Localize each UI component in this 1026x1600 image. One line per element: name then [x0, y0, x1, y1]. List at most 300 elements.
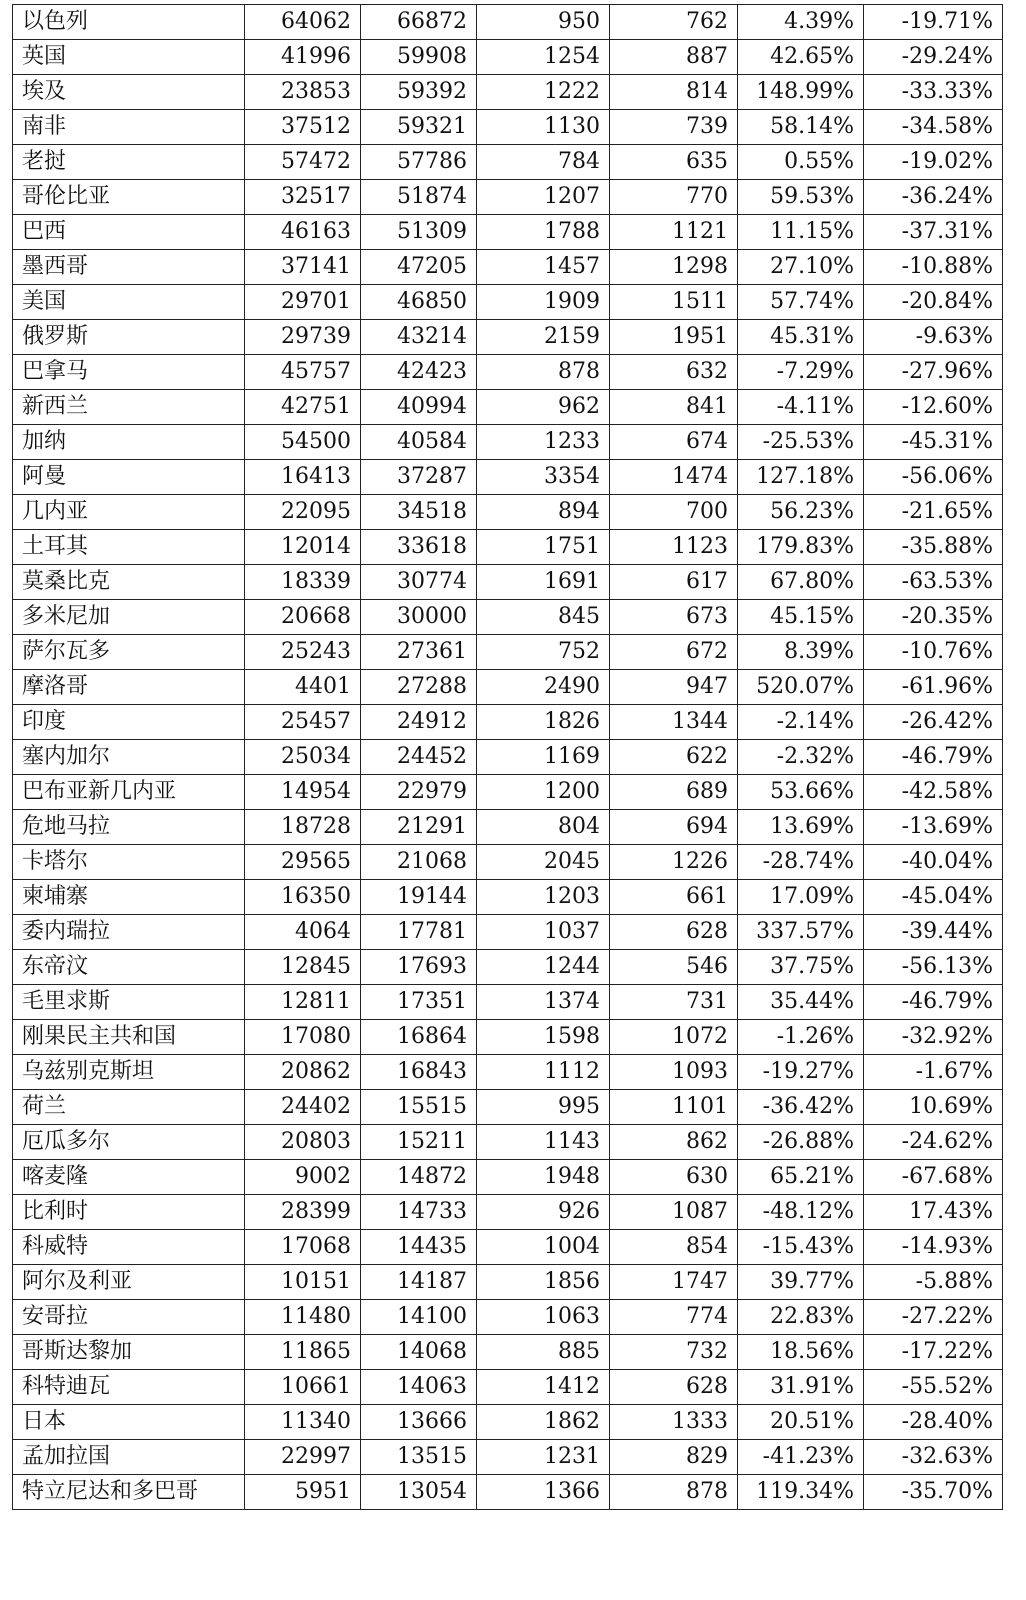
- pct-change-2-cell: -37.31%: [864, 215, 1003, 250]
- value-2-cell: 27288: [361, 670, 477, 705]
- pct-change-2-cell: -9.63%: [864, 320, 1003, 355]
- pct-change-1-cell: -25.53%: [738, 425, 864, 460]
- pct-change-1-cell: 58.14%: [738, 110, 864, 145]
- value-2-cell: 14187: [361, 1265, 477, 1300]
- pct-change-2-cell: -24.62%: [864, 1125, 1003, 1160]
- country-cell: 毛里求斯: [13, 985, 245, 1020]
- country-cell: 哥伦比亚: [13, 180, 245, 215]
- value-4-cell: 673: [610, 600, 738, 635]
- pct-change-1-cell: -28.74%: [738, 845, 864, 880]
- value-2-cell: 17693: [361, 950, 477, 985]
- table-row: [13, 950, 1003, 985]
- value-3-cell: 1130: [477, 110, 610, 145]
- value-2-cell: 47205: [361, 250, 477, 285]
- pct-change-1-cell: 42.65%: [738, 40, 864, 75]
- value-2-cell: 66872: [361, 5, 477, 40]
- pct-change-2-cell: -56.06%: [864, 460, 1003, 495]
- country-cell: 塞内加尔: [13, 740, 245, 775]
- pct-change-2-cell: -40.04%: [864, 845, 1003, 880]
- table-row: [13, 180, 1003, 215]
- pct-change-1-cell: 37.75%: [738, 950, 864, 985]
- value-2-cell: 13054: [361, 1475, 477, 1510]
- table-row: [13, 600, 1003, 635]
- pct-change-1-cell: 45.31%: [738, 320, 864, 355]
- value-1-cell: 22997: [245, 1440, 361, 1475]
- value-3-cell: 1691: [477, 565, 610, 600]
- table-row: [13, 495, 1003, 530]
- pct-change-1-cell: -15.43%: [738, 1230, 864, 1265]
- value-1-cell: 20862: [245, 1055, 361, 1090]
- value-2-cell: 15515: [361, 1090, 477, 1125]
- value-2-cell: 14872: [361, 1160, 477, 1195]
- country-cell: 印度: [13, 705, 245, 740]
- data-table: [12, 4, 1003, 1510]
- pct-change-1-cell: -36.42%: [738, 1090, 864, 1125]
- value-1-cell: 32517: [245, 180, 361, 215]
- value-4-cell: 694: [610, 810, 738, 845]
- value-3-cell: 804: [477, 810, 610, 845]
- value-4-cell: 887: [610, 40, 738, 75]
- table-row: [13, 1090, 1003, 1125]
- value-2-cell: 42423: [361, 355, 477, 390]
- value-3-cell: 845: [477, 600, 610, 635]
- value-3-cell: 894: [477, 495, 610, 530]
- value-3-cell: 1203: [477, 880, 610, 915]
- value-1-cell: 12845: [245, 950, 361, 985]
- table-row: [13, 215, 1003, 250]
- country-cell: 加纳: [13, 425, 245, 460]
- table-row: [13, 565, 1003, 600]
- table-row: [13, 285, 1003, 320]
- country-cell: 科威特: [13, 1230, 245, 1265]
- country-cell: 俄罗斯: [13, 320, 245, 355]
- country-cell: 卡塔尔: [13, 845, 245, 880]
- value-3-cell: 1909: [477, 285, 610, 320]
- pct-change-2-cell: -12.60%: [864, 390, 1003, 425]
- country-cell: 巴布亚新几内亚: [13, 775, 245, 810]
- value-1-cell: 29701: [245, 285, 361, 320]
- table-row: [13, 1195, 1003, 1230]
- value-3-cell: 1004: [477, 1230, 610, 1265]
- value-1-cell: 16350: [245, 880, 361, 915]
- country-cell: 日本: [13, 1405, 245, 1440]
- pct-change-2-cell: -10.76%: [864, 635, 1003, 670]
- value-3-cell: 1244: [477, 950, 610, 985]
- country-cell: 新西兰: [13, 390, 245, 425]
- value-1-cell: 18728: [245, 810, 361, 845]
- value-4-cell: 770: [610, 180, 738, 215]
- value-3-cell: 1231: [477, 1440, 610, 1475]
- country-cell: 孟加拉国: [13, 1440, 245, 1475]
- country-cell: 厄瓜多尔: [13, 1125, 245, 1160]
- value-4-cell: 661: [610, 880, 738, 915]
- table-row: [13, 460, 1003, 495]
- value-2-cell: 24452: [361, 740, 477, 775]
- value-1-cell: 46163: [245, 215, 361, 250]
- value-1-cell: 54500: [245, 425, 361, 460]
- pct-change-1-cell: -41.23%: [738, 1440, 864, 1475]
- table-row: [13, 40, 1003, 75]
- value-2-cell: 15211: [361, 1125, 477, 1160]
- value-1-cell: 17080: [245, 1020, 361, 1055]
- table-row: [13, 810, 1003, 845]
- value-2-cell: 30000: [361, 600, 477, 635]
- pct-change-2-cell: -27.22%: [864, 1300, 1003, 1335]
- table-row: [13, 5, 1003, 40]
- table-row: [13, 1300, 1003, 1335]
- value-3-cell: 926: [477, 1195, 610, 1230]
- pct-change-2-cell: -32.92%: [864, 1020, 1003, 1055]
- country-cell: 英国: [13, 40, 245, 75]
- pct-change-1-cell: 45.15%: [738, 600, 864, 635]
- pct-change-2-cell: -29.24%: [864, 40, 1003, 75]
- value-2-cell: 17781: [361, 915, 477, 950]
- value-4-cell: 632: [610, 355, 738, 390]
- pct-change-1-cell: 4.39%: [738, 5, 864, 40]
- value-1-cell: 12811: [245, 985, 361, 1020]
- value-3-cell: 1222: [477, 75, 610, 110]
- value-3-cell: 1037: [477, 915, 610, 950]
- country-cell: 莫桑比克: [13, 565, 245, 600]
- pct-change-1-cell: 179.83%: [738, 530, 864, 565]
- value-4-cell: 829: [610, 1440, 738, 1475]
- pct-change-2-cell: -56.13%: [864, 950, 1003, 985]
- value-1-cell: 18339: [245, 565, 361, 600]
- pct-change-2-cell: -67.68%: [864, 1160, 1003, 1195]
- pct-change-2-cell: -45.31%: [864, 425, 1003, 460]
- table-row: [13, 250, 1003, 285]
- pct-change-1-cell: -48.12%: [738, 1195, 864, 1230]
- pct-change-1-cell: 13.69%: [738, 810, 864, 845]
- value-4-cell: 1474: [610, 460, 738, 495]
- value-3-cell: 1207: [477, 180, 610, 215]
- value-2-cell: 13515: [361, 1440, 477, 1475]
- table-row: [13, 915, 1003, 950]
- pct-change-1-cell: 148.99%: [738, 75, 864, 110]
- value-3-cell: 1856: [477, 1265, 610, 1300]
- pct-change-1-cell: 119.34%: [738, 1475, 864, 1510]
- country-cell: 巴拿马: [13, 355, 245, 390]
- pct-change-1-cell: -2.32%: [738, 740, 864, 775]
- value-4-cell: 1333: [610, 1405, 738, 1440]
- table-row: [13, 1335, 1003, 1370]
- pct-change-2-cell: -39.44%: [864, 915, 1003, 950]
- value-3-cell: 1862: [477, 1405, 610, 1440]
- value-1-cell: 23853: [245, 75, 361, 110]
- value-1-cell: 45757: [245, 355, 361, 390]
- value-1-cell: 12014: [245, 530, 361, 565]
- country-cell: 老挝: [13, 145, 245, 180]
- country-cell: 埃及: [13, 75, 245, 110]
- pct-change-2-cell: -13.69%: [864, 810, 1003, 845]
- pct-change-2-cell: 17.43%: [864, 1195, 1003, 1230]
- pct-change-2-cell: -34.58%: [864, 110, 1003, 145]
- pct-change-1-cell: 22.83%: [738, 1300, 864, 1335]
- value-2-cell: 17351: [361, 985, 477, 1020]
- value-2-cell: 57786: [361, 145, 477, 180]
- table-row: [13, 1475, 1003, 1510]
- value-3-cell: 1788: [477, 215, 610, 250]
- value-2-cell: 51874: [361, 180, 477, 215]
- value-4-cell: 1344: [610, 705, 738, 740]
- country-cell: 墨西哥: [13, 250, 245, 285]
- value-3-cell: 2045: [477, 845, 610, 880]
- country-cell: 特立尼达和多巴哥: [13, 1475, 245, 1510]
- value-4-cell: 732: [610, 1335, 738, 1370]
- pct-change-1-cell: 67.80%: [738, 565, 864, 600]
- pct-change-2-cell: -46.79%: [864, 985, 1003, 1020]
- country-cell: 以色列: [13, 5, 245, 40]
- value-1-cell: 11340: [245, 1405, 361, 1440]
- country-cell: 东帝汶: [13, 950, 245, 985]
- value-3-cell: 784: [477, 145, 610, 180]
- value-4-cell: 1298: [610, 250, 738, 285]
- value-2-cell: 37287: [361, 460, 477, 495]
- country-cell: 阿曼: [13, 460, 245, 495]
- value-4-cell: 617: [610, 565, 738, 600]
- value-2-cell: 59392: [361, 75, 477, 110]
- value-3-cell: 1598: [477, 1020, 610, 1055]
- pct-change-1-cell: 56.23%: [738, 495, 864, 530]
- value-1-cell: 4064: [245, 915, 361, 950]
- value-4-cell: 739: [610, 110, 738, 145]
- value-2-cell: 14435: [361, 1230, 477, 1265]
- table-row: [13, 880, 1003, 915]
- pct-change-1-cell: -7.29%: [738, 355, 864, 390]
- value-1-cell: 11480: [245, 1300, 361, 1335]
- country-cell: 喀麦隆: [13, 1160, 245, 1195]
- pct-change-1-cell: -26.88%: [738, 1125, 864, 1160]
- value-1-cell: 24402: [245, 1090, 361, 1125]
- value-1-cell: 16413: [245, 460, 361, 495]
- value-3-cell: 3354: [477, 460, 610, 495]
- value-4-cell: 1747: [610, 1265, 738, 1300]
- value-1-cell: 10151: [245, 1265, 361, 1300]
- value-3-cell: 950: [477, 5, 610, 40]
- value-3-cell: 1200: [477, 775, 610, 810]
- value-4-cell: 1093: [610, 1055, 738, 1090]
- table-row: [13, 985, 1003, 1020]
- country-cell: 几内亚: [13, 495, 245, 530]
- value-2-cell: 51309: [361, 215, 477, 250]
- value-3-cell: 1948: [477, 1160, 610, 1195]
- pct-change-1-cell: 59.53%: [738, 180, 864, 215]
- value-4-cell: 628: [610, 915, 738, 950]
- value-3-cell: 1254: [477, 40, 610, 75]
- value-1-cell: 29739: [245, 320, 361, 355]
- value-3-cell: 1169: [477, 740, 610, 775]
- value-3-cell: 1826: [477, 705, 610, 740]
- value-4-cell: 635: [610, 145, 738, 180]
- pct-change-1-cell: 27.10%: [738, 250, 864, 285]
- value-3-cell: 1751: [477, 530, 610, 565]
- table-row: [13, 845, 1003, 880]
- value-2-cell: 14063: [361, 1370, 477, 1405]
- value-2-cell: 46850: [361, 285, 477, 320]
- pct-change-2-cell: -27.96%: [864, 355, 1003, 390]
- pct-change-2-cell: -32.63%: [864, 1440, 1003, 1475]
- table-row: [13, 425, 1003, 460]
- pct-change-1-cell: 57.74%: [738, 285, 864, 320]
- pct-change-1-cell: 0.55%: [738, 145, 864, 180]
- value-4-cell: 1123: [610, 530, 738, 565]
- value-4-cell: 762: [610, 5, 738, 40]
- pct-change-2-cell: -35.88%: [864, 530, 1003, 565]
- value-4-cell: 1511: [610, 285, 738, 320]
- value-2-cell: 30774: [361, 565, 477, 600]
- table-row: [13, 530, 1003, 565]
- pct-change-2-cell: -63.53%: [864, 565, 1003, 600]
- value-1-cell: 42751: [245, 390, 361, 425]
- pct-change-2-cell: -35.70%: [864, 1475, 1003, 1510]
- pct-change-1-cell: 520.07%: [738, 670, 864, 705]
- value-3-cell: 885: [477, 1335, 610, 1370]
- value-4-cell: 622: [610, 740, 738, 775]
- value-2-cell: 59321: [361, 110, 477, 145]
- pct-change-1-cell: 18.56%: [738, 1335, 864, 1370]
- value-4-cell: 546: [610, 950, 738, 985]
- value-1-cell: 57472: [245, 145, 361, 180]
- value-1-cell: 25034: [245, 740, 361, 775]
- pct-change-1-cell: 31.91%: [738, 1370, 864, 1405]
- table-body: [13, 5, 1003, 1510]
- country-cell: 多米尼加: [13, 600, 245, 635]
- table-row: [13, 320, 1003, 355]
- pct-change-1-cell: 53.66%: [738, 775, 864, 810]
- value-1-cell: 29565: [245, 845, 361, 880]
- value-4-cell: 628: [610, 1370, 738, 1405]
- value-4-cell: 689: [610, 775, 738, 810]
- pct-change-2-cell: -26.42%: [864, 705, 1003, 740]
- pct-change-2-cell: -1.67%: [864, 1055, 1003, 1090]
- value-4-cell: 947: [610, 670, 738, 705]
- pct-change-2-cell: -42.58%: [864, 775, 1003, 810]
- value-1-cell: 20803: [245, 1125, 361, 1160]
- pct-change-2-cell: -20.35%: [864, 600, 1003, 635]
- country-cell: 荷兰: [13, 1090, 245, 1125]
- pct-change-1-cell: 39.77%: [738, 1265, 864, 1300]
- country-cell: 比利时: [13, 1195, 245, 1230]
- value-4-cell: 841: [610, 390, 738, 425]
- value-1-cell: 11865: [245, 1335, 361, 1370]
- value-1-cell: 17068: [245, 1230, 361, 1265]
- value-3-cell: 1412: [477, 1370, 610, 1405]
- value-4-cell: 630: [610, 1160, 738, 1195]
- value-2-cell: 21068: [361, 845, 477, 880]
- value-2-cell: 24912: [361, 705, 477, 740]
- value-3-cell: 1233: [477, 425, 610, 460]
- pct-change-2-cell: -19.02%: [864, 145, 1003, 180]
- value-4-cell: 674: [610, 425, 738, 460]
- pct-change-1-cell: 337.57%: [738, 915, 864, 950]
- pct-change-2-cell: -36.24%: [864, 180, 1003, 215]
- value-4-cell: 1087: [610, 1195, 738, 1230]
- value-2-cell: 13666: [361, 1405, 477, 1440]
- value-1-cell: 64062: [245, 5, 361, 40]
- pct-change-2-cell: -5.88%: [864, 1265, 1003, 1300]
- pct-change-2-cell: -45.04%: [864, 880, 1003, 915]
- pct-change-2-cell: -17.22%: [864, 1335, 1003, 1370]
- value-3-cell: 2159: [477, 320, 610, 355]
- value-4-cell: 1072: [610, 1020, 738, 1055]
- table-row: [13, 1370, 1003, 1405]
- table-row: [13, 705, 1003, 740]
- value-4-cell: 700: [610, 495, 738, 530]
- table-row: [13, 390, 1003, 425]
- table-row: [13, 1230, 1003, 1265]
- country-cell: 阿尔及利亚: [13, 1265, 245, 1300]
- table-row: [13, 1020, 1003, 1055]
- country-cell: 美国: [13, 285, 245, 320]
- value-2-cell: 14100: [361, 1300, 477, 1335]
- country-cell: 南非: [13, 110, 245, 145]
- pct-change-2-cell: -61.96%: [864, 670, 1003, 705]
- table-row: [13, 670, 1003, 705]
- country-cell: 哥斯达黎加: [13, 1335, 245, 1370]
- country-cell: 乌兹别克斯坦: [13, 1055, 245, 1090]
- value-1-cell: 5951: [245, 1475, 361, 1510]
- country-cell: 危地马拉: [13, 810, 245, 845]
- value-4-cell: 1121: [610, 215, 738, 250]
- value-4-cell: 814: [610, 75, 738, 110]
- value-1-cell: 41996: [245, 40, 361, 75]
- table-row: [13, 740, 1003, 775]
- value-1-cell: 37141: [245, 250, 361, 285]
- value-3-cell: 1374: [477, 985, 610, 1020]
- pct-change-1-cell: 20.51%: [738, 1405, 864, 1440]
- value-2-cell: 33618: [361, 530, 477, 565]
- value-4-cell: 774: [610, 1300, 738, 1335]
- table-row: [13, 145, 1003, 180]
- value-2-cell: 19144: [361, 880, 477, 915]
- country-cell: 刚果民主共和国: [13, 1020, 245, 1055]
- value-4-cell: 862: [610, 1125, 738, 1160]
- value-3-cell: 1366: [477, 1475, 610, 1510]
- value-4-cell: 878: [610, 1475, 738, 1510]
- value-3-cell: 1112: [477, 1055, 610, 1090]
- value-3-cell: 752: [477, 635, 610, 670]
- pct-change-1-cell: 127.18%: [738, 460, 864, 495]
- value-1-cell: 22095: [245, 495, 361, 530]
- pct-change-1-cell: 8.39%: [738, 635, 864, 670]
- pct-change-2-cell: -20.84%: [864, 285, 1003, 320]
- value-2-cell: 14068: [361, 1335, 477, 1370]
- table-row: [13, 1265, 1003, 1300]
- value-2-cell: 40584: [361, 425, 477, 460]
- value-3-cell: 1063: [477, 1300, 610, 1335]
- table-row: [13, 1405, 1003, 1440]
- pct-change-1-cell: 11.15%: [738, 215, 864, 250]
- table-row: [13, 110, 1003, 145]
- value-2-cell: 14733: [361, 1195, 477, 1230]
- value-3-cell: 962: [477, 390, 610, 425]
- value-1-cell: 4401: [245, 670, 361, 705]
- table-row: [13, 1160, 1003, 1195]
- pct-change-1-cell: -4.11%: [738, 390, 864, 425]
- value-4-cell: 1951: [610, 320, 738, 355]
- value-2-cell: 22979: [361, 775, 477, 810]
- table-row: [13, 1055, 1003, 1090]
- value-2-cell: 40994: [361, 390, 477, 425]
- value-2-cell: 59908: [361, 40, 477, 75]
- country-cell: 科特迪瓦: [13, 1370, 245, 1405]
- pct-change-2-cell: -33.33%: [864, 75, 1003, 110]
- value-2-cell: 16864: [361, 1020, 477, 1055]
- value-1-cell: 10661: [245, 1370, 361, 1405]
- table-row: [13, 635, 1003, 670]
- value-4-cell: 731: [610, 985, 738, 1020]
- value-3-cell: 2490: [477, 670, 610, 705]
